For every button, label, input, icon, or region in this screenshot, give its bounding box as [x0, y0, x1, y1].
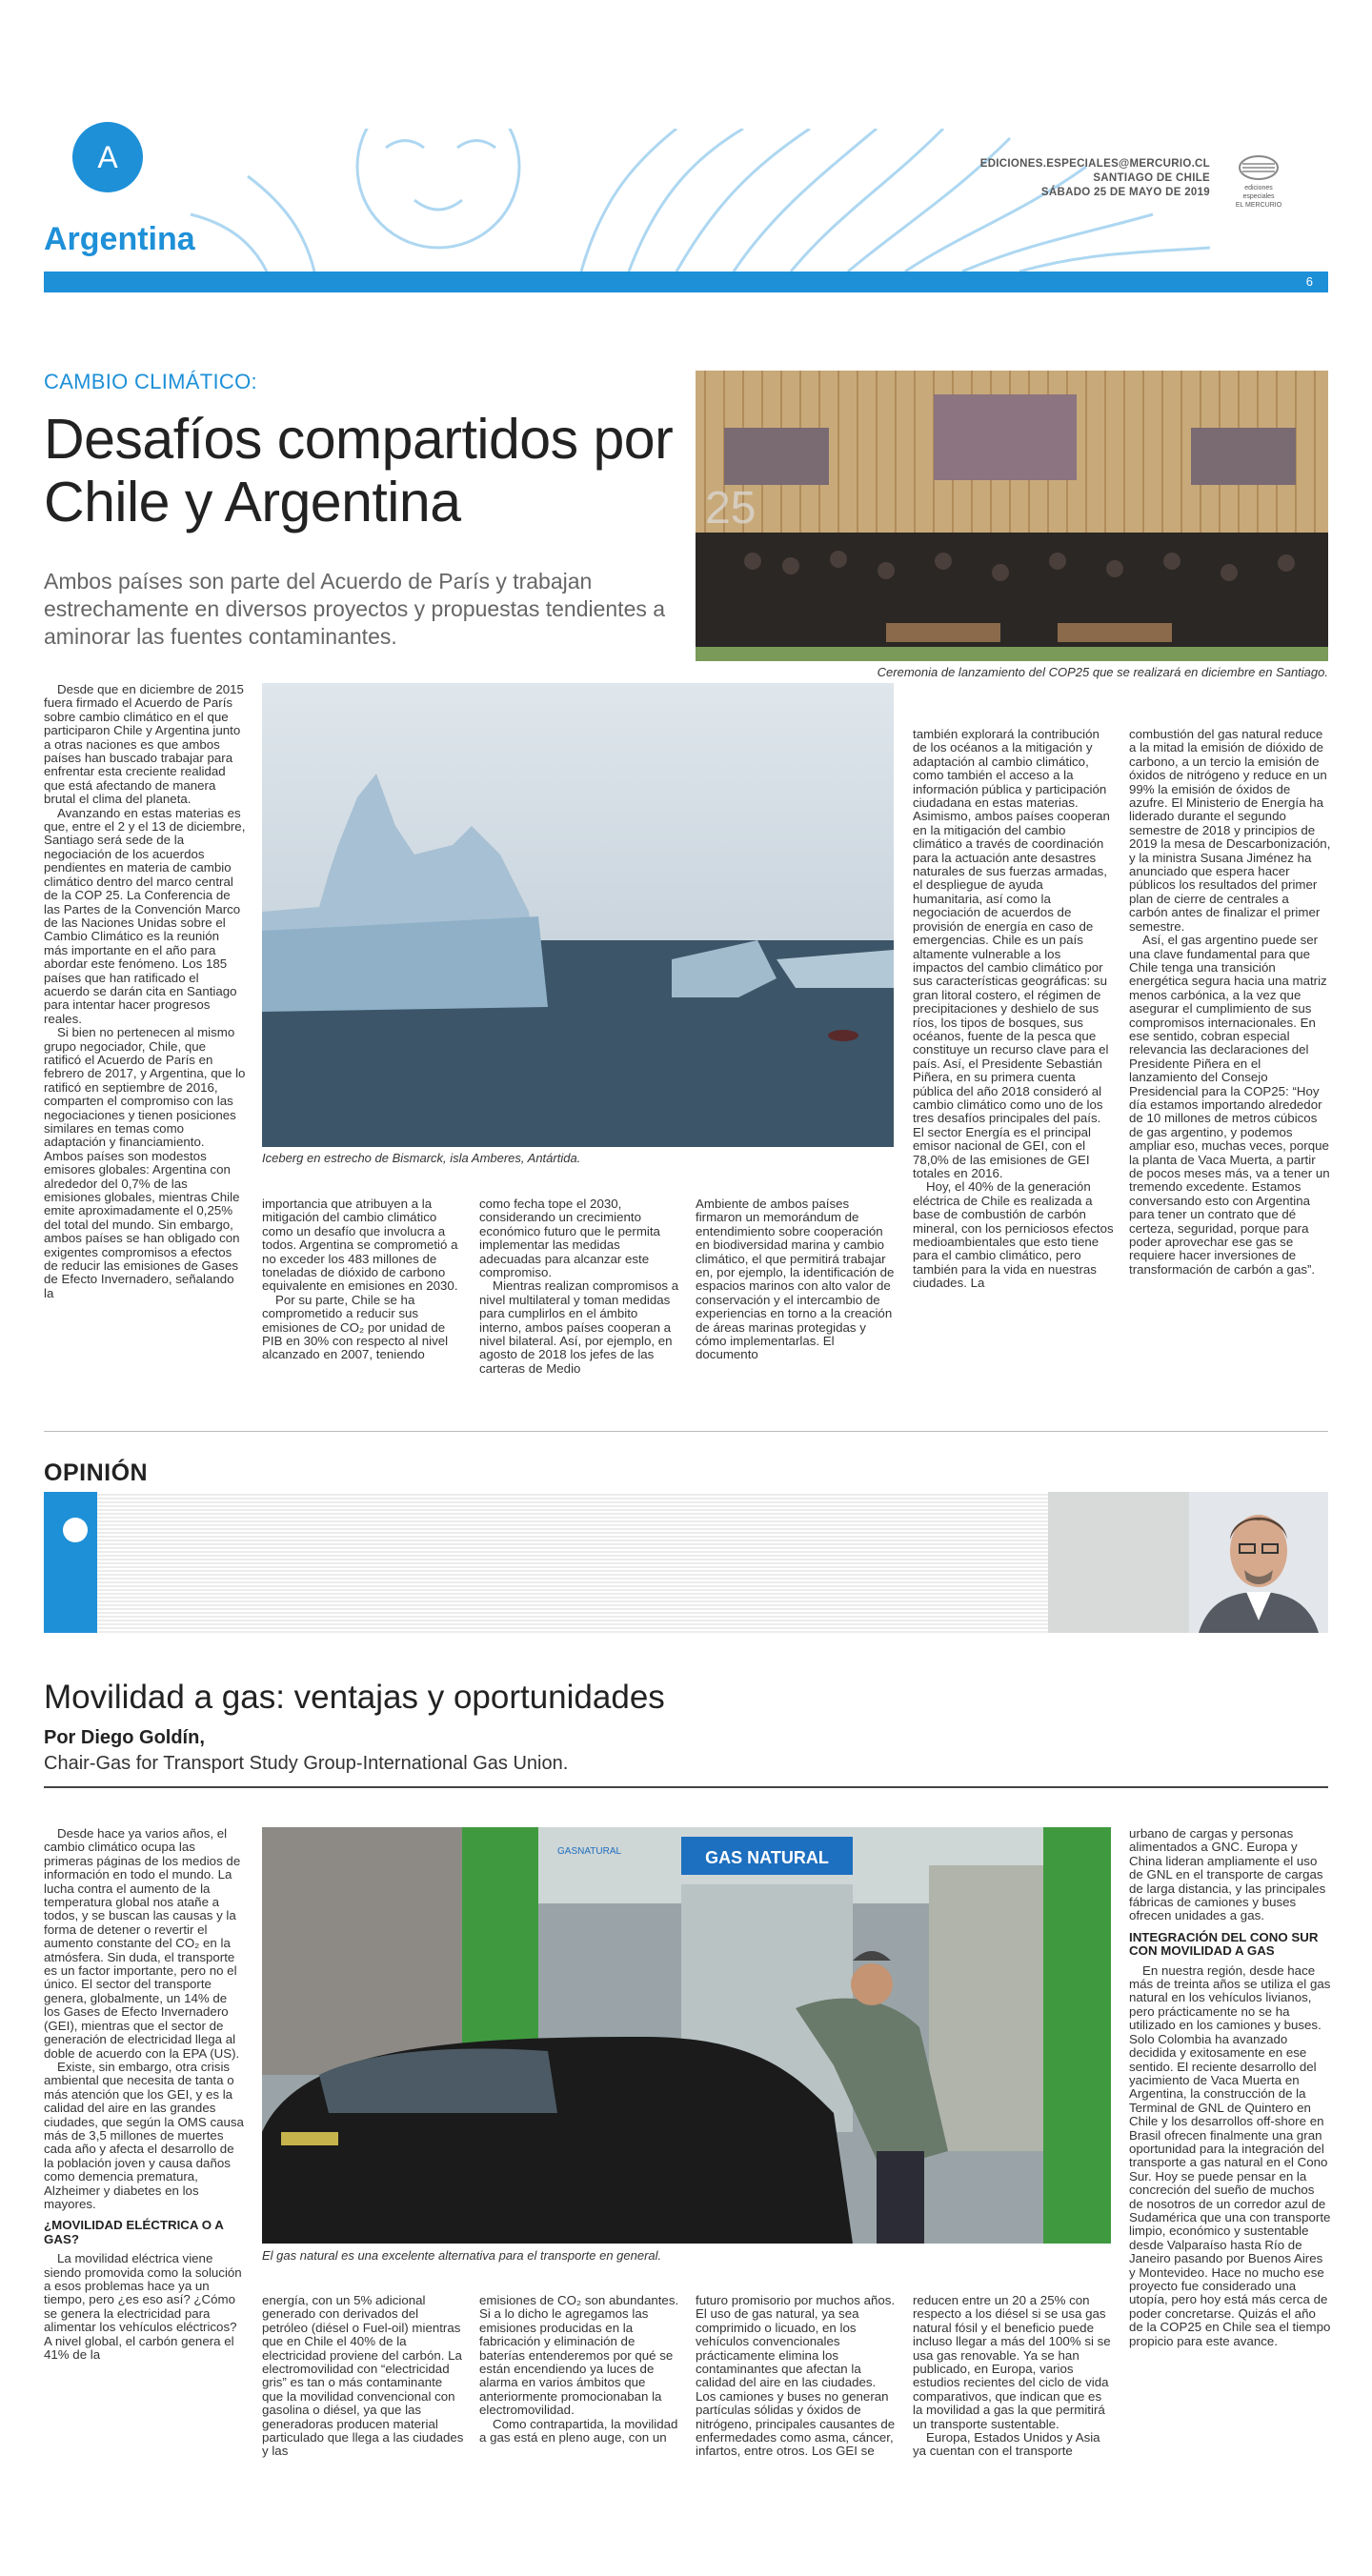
article1-column-4: [696, 1197, 898, 1401]
paragraph: urbano de cargas y personas alimentados a GNC. Europa y China lideran ampliamente el uso de GNL en el transporte de cargas de larga distancia, y las principales fábricas de camiones y buses ofrecen unidades a gas.: [1129, 1827, 1326, 1923]
paragraph: como fecha tope el 2030, considerando un crecimiento económico futuro que le permita implementar las medidas adecuadas para alcanzar este compromiso.: [479, 1197, 660, 1280]
opinion-column-1: [44, 1827, 246, 2532]
gas-station-photo: [262, 1827, 1111, 2244]
photo1-caption: Ceremonia de lanzamiento del COP25 que se realizará en diciembre en Santiago.: [877, 665, 1328, 679]
subheading: INTEGRACIÓN DEL CONO SUR CON MOVILIDAD A GAS: [1129, 1929, 1319, 1959]
article1-column-2: [262, 1197, 464, 1401]
paragraph: también explorará la contribución de los océanos a la mitigación y adaptación al cambio climático, como también el acceso a la información pública y participación ciudadana en estas materias. Asimismo, ambos países cooperan en la mitigación del cambio climático a través de coordinación para la actuación ante desastres naturales de sus fuerzas armadas, el despliegue de ayuda humanitaria, así como la negociación de acuerdos de provisión de energía en caso de emergencias. Chile es un país altamente vulnerable a los impactos del cambio climático por sus características geográficas: su gran litoral costero, el régimen de precipitaciones y deshielo de sus ríos, los tipos de bosques, sus océanos, fuente de la pesca que constituye un recurso clave para el país. Así, el Presidente Sebastián Piñera, en su primera cuenta pública del año 2018 consideró al cambio climático como uno de los tres desafíos principales del país. El sector Energía es el principal emisor nacional de GEI, con el 78,0% de las emisiones de GEI totales en 2016.: [913, 728, 1110, 1180]
paragraph: Como contrapartida, la movilidad a gas está en pleno auge, con un: [479, 2416, 678, 2445]
article1-column-3: [479, 1197, 681, 1401]
section-badge: A: [72, 122, 143, 192]
photo2-caption: Iceberg en estrecho de Bismarck, isla Amberes, Antártida.: [262, 1151, 581, 1165]
opinion-column-3: [479, 2294, 681, 2532]
paragraph: La movilidad eléctrica viene siendo promovida como la solución a esos problemas hace ya un tiempo, pero ¿es eso así? ¿Cómo se genera la electricidad para alimentar los vehículos eléctricos? A nivel global, el carbón genera el 41% de la: [44, 2251, 242, 2363]
paragraph: reducen entre un 20 a 25% con respecto a los diésel si se usa gas natural fósil y el beneficio puede incluso llegar a más del 100% si se usa gas renovable. Ya se han publicado, en Europa, varios estudios recientes del ciclo de vida comparativos, que indican que es la movilidad a gas la que permitirá un transporte sustentable.: [913, 2294, 1111, 2431]
opinion-banner-accent: [44, 1492, 97, 1633]
opinion-column-5: [913, 2294, 1115, 2532]
opinion-label: OPINIÓN: [44, 1459, 149, 1486]
paragraph: Ambiente de ambos países firmaron un memorándum de entendimiento sobre cooperación en biodiversidad marina y cambio climático, el que permitirá trabajar en, por ejemplo, la identificación de espacios marinos con alto valor de conservación y el intercambio de experiencias en torno a la creación de áreas marinas protegidas y cómo implementarlas. El documento: [696, 1197, 895, 1362]
opinion-column-4: [696, 2294, 898, 2532]
paragraph: futuro promisorio por muchos años. El uso de gas natural, ya sea comprimido o licuado, en los vehículos convencionales prácticamente elimina los contaminantes que afectan la calidad del aire en las ciudades. Los camiones y buses no generan partículas sólidas y óxidos de nitrógeno, principales causantes de enfermedades como asma, cáncer, infartos, entre otros. Los GEI se: [696, 2294, 896, 2459]
logo-small-text: ediciones especiales: [1242, 185, 1275, 200]
gas-sign-small-text: GASNATURAL: [557, 1846, 622, 1857]
opinion-headline: Movilidad a gas: ventajas y oportunidades: [44, 1679, 665, 1716]
opinion-column-2: [262, 2294, 464, 2532]
photo3-caption: El gas natural es una excelente alternativa para el transporte en general.: [262, 2248, 662, 2263]
section-name: Argentina: [44, 221, 195, 257]
article1-column-1: [44, 683, 246, 1401]
el-mercurio-logo: [1229, 154, 1288, 210]
author-portrait: [1189, 1492, 1328, 1633]
opinion-dot-icon: [63, 1518, 88, 1542]
byline: Por Diego Goldín,: [44, 1727, 205, 1748]
subheading: ¿MOVILIDAD ELÉCTRICA O A GAS?: [44, 2218, 224, 2246]
header-city: SANTIAGO DE CHILE: [1093, 172, 1210, 184]
article1-column-5: [913, 728, 1115, 1401]
page-number: 6: [1305, 274, 1313, 289]
paragraph: Si bien no pertenecen al mismo grupo negociador, Chile, que ratificó el Acuerdo de París en febrero de 2017, y Argentina, que lo ratificó en septiembre de 2016, comparten el compromiso con las negociaciones y tienen posiciones similares en temas como adaptación y financiamiento. Ambos países son modestos emisores globales: Argentina con alrededor del 0,7% de las emisiones globales, mientras Chile emite aproximadamente el 0,25% del total del mundo. Sin embargo, ambos países se han obligado con exigentes compromisos a efectos de reducir las emisiones de Gases de Efecto Invernadero, señalando la: [44, 1025, 246, 1300]
article1-column-6: [1129, 728, 1331, 1401]
paragraph: Hoy, el 40% de la generación eléctrica de Chile es realizada a base de combustión de carbón mineral, con los perniciosos efectos medioambientales que esto tiene para el cambio climático, pero también para la vida en nuestras ciudades. La: [913, 1179, 1114, 1291]
article-deck: Ambos países son parte del Acuerdo de París y trabajan estrechamente en diversos proyectos y propuestas tendientes a aminorar las fuentes contaminantes.: [44, 569, 666, 649]
paragraph: Avanzando en estas materias es que, entre el 2 y el 13 de diciembre, Santiago será sede de la negociación de los acuerdos pendientes en materia de cambio climático dentro del marco central de la COP 25. La Conferencia de las Partes de la Convención Marco de las Naciones Unidas sobre el Cambio Climático es la reunión más importante en el año para abordar este fenómeno. Los 185 países que han ratificado el acuerdo se darán cita en Santiago para intentar hacer progresos reales.: [44, 805, 246, 1026]
opinion-banner-lines: [97, 1492, 1048, 1633]
gas-sign-text: GAS NATURAL: [705, 1848, 829, 1867]
header-info: [980, 157, 1210, 200]
byline-role: Chair-Gas for Transport Study Group-International Gas Union.: [44, 1753, 569, 1774]
paragraph: combustión del gas natural reduce a la mitad la emisión de dióxido de carbono, a un tercio la emisión de óxidos de nitrógeno y reduce en un 99% la emisión de óxidos de azufre. El Ministerio de Energía ha liderado durante el segundo semestre de 2018 y principios de 2019 la mesa de Descarbonización, y la ministra Susana Jiménez ha anunciado que espera hacer públicos los resultados del primer plan de cierre de centrales a carbón antes de finalizar el primer semestre.: [1129, 728, 1331, 934]
paragraph: En nuestra región, desde hace más de treinta años se utiliza el gas natural en los vehículos livianos, pero prácticamente no se ha utilizado en los camiones y buses. Solo Colombia ha avanzado decidida y exitosamente en ese sentido. El reciente desarrollo del yacimiento de Vaca Muerta en Argentina, la construcción de la Terminal de GNL de Quintero en Chile y los desarrollos off-shore en Brasil ofrecen finalmente una gran oportunidad para la integración del transporte a gas natural en el Cono Sur. Hoy se puede pensar en la concreción del sueño de muchos de nosotros de un corredor azul de Sudamérica que una con transporte limpio, económico y sustentable desde Valparaíso hasta Río de Janeiro pasando por Buenos Aires y Montevideo. Hace no mucho ese proyecto fue considerado una utopía, pero hoy está más cerca de poder concretarse. Quizás el año de la COP25 en Chile sea el tiempo propicio para este avance.: [1129, 1962, 1331, 2348]
header-email[interactable]: EDICIONES.ESPECIALES@MERCURIO.CL: [979, 158, 1210, 170]
paragraph: emisiones de CO₂ son abundantes. Si a lo dicho le agregamos las emisiones producidas en la fabricación y eliminación de baterías entenderemos por qué se están encendiendo ya luces de alarma en varios ámbitos que anteriormente promocionaban la electromovilidad.: [479, 2294, 679, 2418]
paragraph: Por su parte, Chile se ha comprometido a reducir sus emisiones de CO₂ por unidad de PIB en 30% con respecto al nivel alcanzado en 2007, teniendo: [262, 1292, 449, 1362]
paragraph: energía, con un 5% adicional generado con derivados del petróleo (diésel o Fuel-oil) mientras que en Chile el 40% de la electricidad proviene del carbón. La electromovilidad con “electricidad gris” es tan o más contaminante que la movilidad convencional con gasolina o diésel, ya que las generadoras producen material particulado que llega a las ciudades y las: [262, 2294, 464, 2459]
article-headline: Desafíos compartidos por Chile y Argentina: [44, 408, 674, 533]
paragraph: Desde que en diciembre de 2015 fuera firmado el Acuerdo de París sobre cambio climático en el que participaron Chile y Argentina junto a otras naciones es que ambos países han buscado trabajar para enfrentar esta creciente realidad que está afectando de manera brutal el clima del planeta.: [44, 683, 244, 807]
cop25-ceremony-photo: [696, 371, 1328, 661]
paragraph: Desde hace ya varios años, el cambio climático ocupa las primeras páginas de los medios de información en todo el mundo. La lucha contra el aumento de la temperatura global nos atañe a todos, y se buscan las causas y la forma de detener o revertir el aumento constante del CO₂ en la atmósfera. Sin duda, el transporte es un factor importante, pero no el único. El sector del transporte genera, globalmente, un 14% de los Gases de Efecto Invernadero (GEI), mientras que el sector de generación de electricidad llega al doble de acuerdo con la EPA (US).: [44, 1827, 241, 2061]
header-date: SÁBADO 25 DE MAYO DE 2019: [1040, 187, 1210, 198]
paragraph: Existe, sin embargo, otra crisis ambiental que necesita de tanta o más atención que los GEI, y es la calidad del aire en las grandes ciudades, que según la OMS causa más de 3,5 millones de muertes cada año y afecta el desarrollo de la población joven y causa daños como demencia prematura, Alzheimer y diabetes en los mayores.: [44, 2059, 244, 2211]
opinion-rule: [44, 1786, 1328, 1788]
paragraph: Mientras realizan compromisos a nivel multilateral y toman medidas para cumplirlos en el ámbito interno, ambos países cooperan a nivel bilateral. Así, por ejemplo, en agosto de 2018 los jefes de las carteras de Medio: [479, 1278, 679, 1376]
sun-illustration: [181, 129, 1353, 272]
paragraph: Así, el gas argentino puede ser una clave fundamental para que Chile tenga una transición energética segura hacia una matriz menos carbónica, a la vez que asegurar el cumplimiento de sus compromisos internacionales. En ese sentido, cobran especial relevancia las declaraciones del Presidente Piñera en el lanzamiento del Consejo Presidencial para la COP25: “Hoy día estamos importando alrededor de 10 millones de metros cúbicos de gas argentino, y podemos ampliar eso, muchas veces, porque la planta de Vaca Muerta, a partir de pocos meses más, va a tener un tremendo excedente. Estamos conversando esto con Argentina para tener un contrato que dé certeza, seguridad, porque para poder aprovechar ese gas se requiere hacer inversiones de transformación de carbón a gas”.: [1129, 933, 1330, 1277]
iceberg-photo: [262, 683, 894, 1147]
logo-emblem-icon: [1237, 154, 1281, 181]
header-bar: [44, 272, 1328, 292]
article-kicker: CAMBIO CLIMÁTICO:: [44, 370, 257, 393]
logo-name: EL MERCURIO: [1235, 202, 1282, 209]
photo1-sign-text: 25: [705, 483, 757, 533]
paragraph: importancia que atribuyen a la mitigación del cambio climático como un desafío que involucra a todos. Argentina se comprometió a no exceder los 483 millones de toneladas de dióxido de carbono equivalente en emisiones en 2030.: [262, 1197, 458, 1294]
paragraph: Europa, Estados Unidos y Asia ya cuentan con el transporte: [913, 2430, 1100, 2459]
opinion-column-6: [1129, 1827, 1331, 2532]
opinion-banner-grey: [1048, 1492, 1189, 1633]
section-divider: [44, 1431, 1328, 1432]
